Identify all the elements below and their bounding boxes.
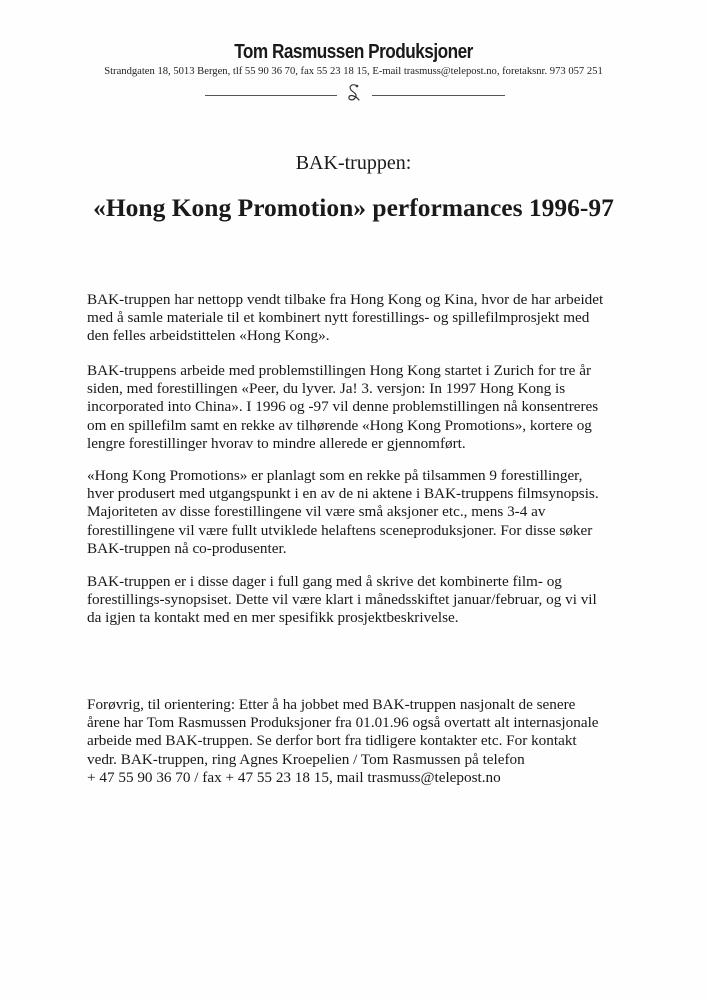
body-paragraph-2: BAK-truppens arbeide med problemstillingen Hong Kong startet i Zurich for tre år siden, med forestillingen «Peer, du lyver. Ja! 3. versjon: In 1997 Hong Kong is incorporated into China». I 1996 og -97 vil denne problemstillingen nå konsentreres om en spillefilm samt en rekke av tilhørende «Hong Kong Promotions», kortere og lengre forestillinger hvorav to mindre allerede er gjennomført. [87,362,599,452]
document-heading: BAK-truppen: [295,152,412,174]
letterhead-rule-right [372,95,505,96]
body-paragraph-4: BAK-truppen er i disse dager i full gang med å skrive det kombinerte film- og forestillings-synopsiset. Dette vil være klart i månedsskiftet januar/februar, og vi vil da igjen ta kontakt med en mer spesifikk prosjektbeskrivelse. [87,573,597,627]
body-paragraph-1: BAK-truppen har nettopp vendt tilbake fra Hong Kong og Kina, hvor de har arbeidet med å samle materiale til et kombinert nytt forestillings- og spillefilmprosjekt med den felles arbeidstittelen «Hong Kong». [87,291,604,345]
scroll-flourish-icon [344,82,364,104]
letterhead-rule-left [205,95,337,96]
company-address: Strandgaten 18, 5013 Bergen, tlf 55 90 36 70, fax 55 23 18 15, E-mail trasmuss@telepost.no, foretaksnr. 973 057 251 [104,66,603,77]
body-paragraph-3: «Hong Kong Promotions» er planlagt som en rekke på tilsammen 9 forestillinger, hver produsert med utgangspunkt i en av de ni aktene i BAK-truppens filmsynopsis. Majoriteten av disse forestillingene vil være små aksjoner etc., mens 3-4 av forestillingene vil være fullt utviklede helaftens sceneproduksjoner. For disse søker BAK-truppen nå co-produsenter. [87,467,599,557]
contact-paragraph: Forøvrig, til orientering: Etter å ha jobbet med BAK-truppen nasjonalt de senere årene har Tom Rasmussen Produksjoner fra 01.01.96 også overtatt alt internasjonale arbeide med BAK-truppen. Se derfor bort fra tidligere kontakter etc. For kontakt vedr. BAK-truppen, ring Agnes Kroepelien / Tom Rasmussen på telefon + 47 55 90 36 70 / fax + 47 55 23 18 15, mail trasmuss@telepost.no [87,696,599,786]
document-title: «Hong Kong Promotion» performances 1996-97 [93,193,614,222]
company-name: Tom Rasmussen Produksjoner [234,41,473,63]
